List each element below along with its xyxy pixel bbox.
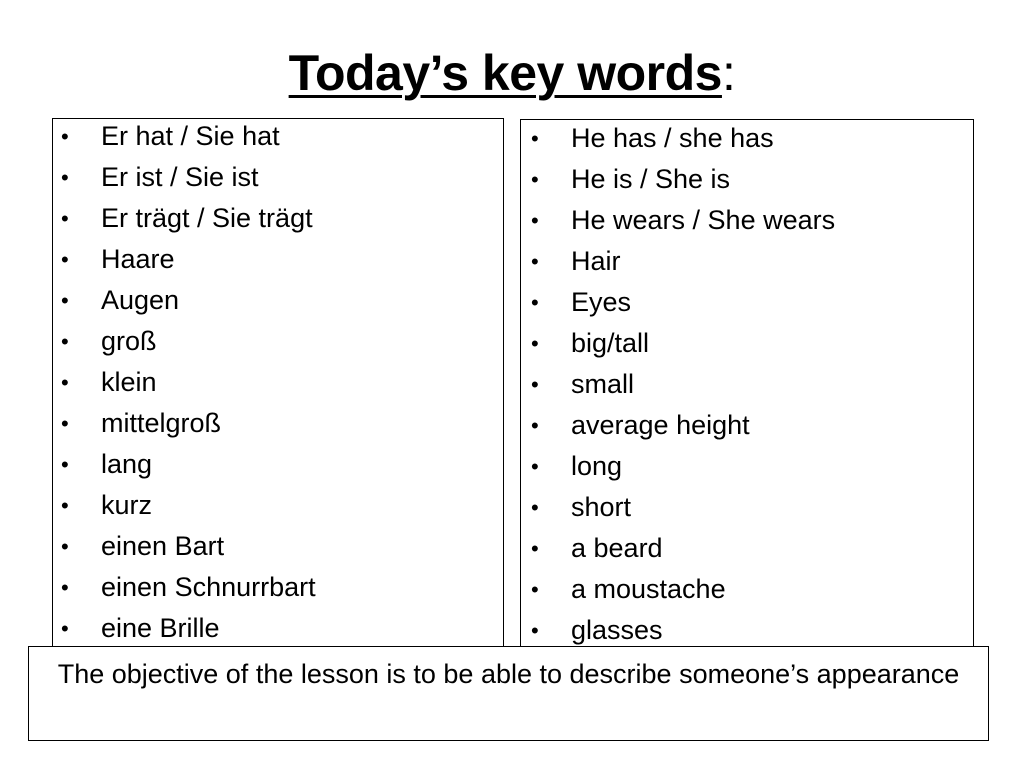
english-word: long [571,451,623,481]
bullet-icon: • [61,493,69,518]
page-title [0,38,1024,108]
bullet-icon: • [61,165,69,190]
bullet-icon: • [61,329,69,354]
german-word: Er hat / Sie hat [101,121,280,151]
bullet-icon: • [531,249,539,274]
bullet-icon: • [61,452,69,477]
bullet-icon: • [531,372,539,397]
english-word: He wears / She wears [571,205,836,235]
bullet-icon: • [61,288,69,313]
english-word: short [571,492,632,522]
bullet-icon: • [531,167,539,192]
bullet-icon: • [61,411,69,436]
english-words-box [520,119,974,659]
bullet-icon: • [531,454,539,479]
bullet-icon: • [61,575,69,600]
german-word: Er ist / Sie ist [101,162,259,192]
bullet-icon: • [531,577,539,602]
bullet-icon: • [531,495,539,520]
english-word: a beard [571,533,663,563]
german-word: klein [101,367,157,397]
english-word: average height [571,410,750,440]
english-word: Eyes [571,287,632,317]
bullet-icon: • [61,534,69,559]
german-word: kurz [101,490,153,520]
bullet-icon: • [61,206,69,231]
lesson-objective-box [28,646,989,741]
english-word: small [571,369,635,399]
german-words-box [52,118,504,658]
title-text: Today’s key words [288,45,722,101]
english-word: Hair [571,246,621,276]
title-colon: : [721,45,736,101]
bullet-icon: • [531,413,539,438]
german-word: Augen [101,285,180,315]
english-word: He has / she has [571,123,774,153]
lesson-objective-text: The objective of the lesson is to be able to describe someone’s appearance [57,659,960,689]
german-word: lang [101,449,153,479]
english-word: a moustache [571,574,726,604]
bullet-icon: • [531,331,539,356]
bullet-icon: • [61,247,69,272]
german-word: einen Bart [101,531,225,561]
english-word: glasses [571,615,663,645]
bullet-icon: • [531,290,539,315]
bullet-icon: • [531,536,539,561]
bullet-icon: • [61,616,69,641]
bullet-icon: • [531,618,539,643]
german-word: mittelgroß [101,408,222,438]
german-word: Haare [101,244,175,274]
english-word: He is / She is [571,164,731,194]
german-word: eine Brille [101,613,220,643]
bullet-icon: • [531,126,539,151]
bullet-icon: • [531,208,539,233]
bullet-icon: • [61,370,69,395]
german-word: einen Schnurrbart [101,572,316,602]
german-word: groß [101,326,157,356]
english-word: big/tall [571,328,650,358]
bullet-icon: • [61,124,69,149]
german-word: Er trägt / Sie trägt [101,203,313,233]
